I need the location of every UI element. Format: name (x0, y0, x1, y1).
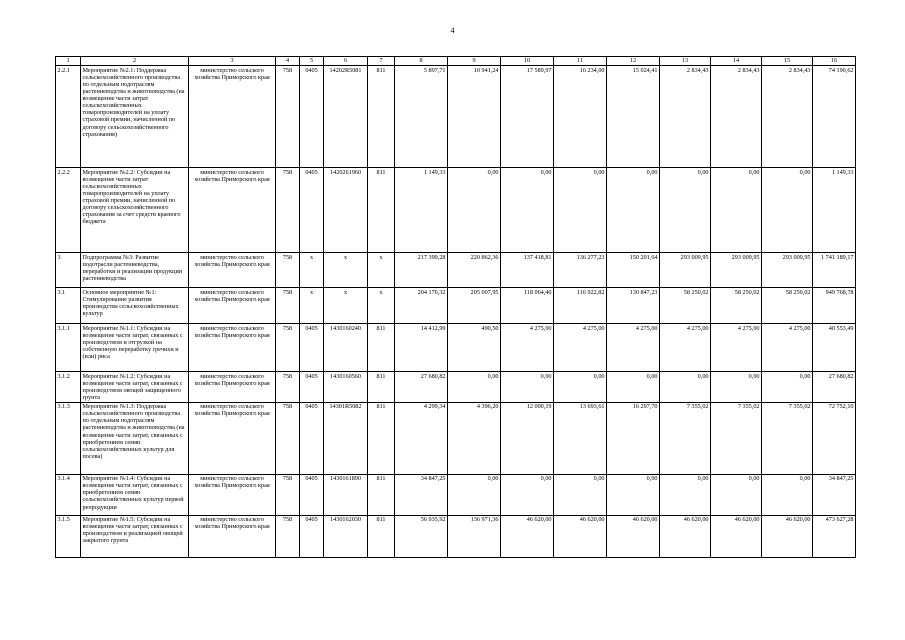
cell-grbs: 758 (276, 474, 300, 515)
cell-value: 56 935,92 (395, 515, 448, 557)
cell-value: 217 399,28 (395, 253, 448, 288)
col-header-6: 6 (324, 57, 368, 66)
budget-table (55, 56, 856, 558)
row-name: Мероприятие №2.2: Субсидии на возмещение части затрат сельскохозяйственных товаропроизводителей на уплату страховой премии, начисленной по договору сельскохозяйственного страхования за счет средств краевого бюджета (81, 168, 189, 253)
row-index: 3.1.4 (56, 474, 81, 515)
cell-total: 473 627,28 (813, 515, 856, 557)
cell-value: 13 693,61 (554, 402, 607, 474)
cell-section: x (300, 253, 324, 288)
cell-value: 0,00 (711, 372, 762, 403)
cell-target-article: 1430162030 (324, 515, 368, 557)
cell-value: 137 418,81 (501, 253, 554, 288)
col-header-1: 1 (56, 57, 81, 66)
row-executor: министерство сельского хозяйства Приморского края (189, 288, 276, 324)
table-row (56, 288, 856, 324)
cell-value: 0,00 (762, 168, 813, 253)
cell-value: 14 412,99 (395, 324, 448, 372)
cell-value: 0,00 (660, 474, 711, 515)
cell-value: 0,00 (501, 372, 554, 403)
cell-target-article: 14202R5081 (324, 66, 368, 168)
row-executor: министерство сельского хозяйства Приморского края (189, 324, 276, 372)
table-row (56, 372, 856, 403)
cell-grbs: 758 (276, 168, 300, 253)
cell-value: 46 620,00 (607, 515, 660, 557)
row-index: 3.1.5 (56, 515, 81, 557)
row-name: Мероприятие №1.2: Субсидии на возмещение части затрат, связанных с производством овощей защищенного грунта (81, 372, 189, 403)
row-index: 2.2.1 (56, 66, 81, 168)
cell-grbs: 758 (276, 324, 300, 372)
row-index: 3.1.1 (56, 324, 81, 372)
table-row (56, 515, 856, 557)
cell-value: 2 834,43 (660, 66, 711, 168)
cell-value: 4 275,00 (660, 324, 711, 372)
cell-value: 204 176,32 (395, 288, 448, 324)
cell-total: 40 553,49 (813, 324, 856, 372)
cell-value: 0,00 (448, 168, 501, 253)
cell-grbs: 758 (276, 515, 300, 557)
row-name: Мероприятие №1.4: Субсидии на возмещение части затрат, связанных с приобретением семян сельскохозяйственных культур первой репродукции (81, 474, 189, 515)
cell-value: 4 275,00 (711, 324, 762, 372)
cell-value: 12 000,19 (501, 402, 554, 474)
cell-value: 136 971,36 (448, 515, 501, 557)
cell-value: 0,00 (607, 372, 660, 403)
col-header-9: 9 (448, 57, 501, 66)
cell-section: 0405 (300, 474, 324, 515)
cell-value: 0,00 (660, 372, 711, 403)
cell-value: 0,00 (607, 474, 660, 515)
col-header-16: 16 (813, 57, 856, 66)
cell-section: 0405 (300, 168, 324, 253)
table-row (56, 253, 856, 288)
cell-section: 0405 (300, 515, 324, 557)
row-name: Мероприятие №1.5: Субсидии на возмещение части затрат, связанных с производством и реализацией овощей закрытого грунта (81, 515, 189, 557)
cell-value: 4 275,00 (607, 324, 660, 372)
cell-value: 0,00 (501, 474, 554, 515)
row-executor: министерство сельского хозяйства Приморского края (189, 253, 276, 288)
cell-value: 0,00 (762, 474, 813, 515)
cell-expense-type: 811 (368, 66, 395, 168)
cell-value: 16 234,00 (554, 66, 607, 168)
cell-value: 0,00 (448, 372, 501, 403)
cell-total: 27 680,82 (813, 372, 856, 403)
row-index: 2.2.2 (56, 168, 81, 253)
col-header-11: 11 (554, 57, 607, 66)
cell-total: 1 149,33 (813, 168, 856, 253)
row-name: Мероприятие №1.1: Субсидии на возмещение части затрат, связанных с производством и отгрузкой на собственную переработку гречихи и (или) риса (81, 324, 189, 372)
row-executor: министерство сельского хозяйства Приморского края (189, 402, 276, 474)
column-number-row (56, 57, 856, 66)
cell-expense-type: x (368, 288, 395, 324)
cell-target-article: 1420261960 (324, 168, 368, 253)
cell-value: 1 149,33 (395, 168, 448, 253)
cell-total: 1 741 189,17 (813, 253, 856, 288)
cell-value: 0,00 (711, 474, 762, 515)
cell-value: 46 620,00 (501, 515, 554, 557)
cell-section: 0405 (300, 324, 324, 372)
cell-value: 293 009,95 (660, 253, 711, 288)
cell-section: x (300, 288, 324, 324)
cell-expense-type: 811 (368, 515, 395, 557)
cell-value: 490,50 (448, 324, 501, 372)
col-header-14: 14 (711, 57, 762, 66)
cell-value: 34 847,25 (395, 474, 448, 515)
col-header-3: 3 (189, 57, 276, 66)
cell-target-article: x (324, 253, 368, 288)
cell-value: 0,00 (501, 168, 554, 253)
table-row (56, 66, 856, 168)
cell-value: 116 922,82 (554, 288, 607, 324)
cell-value: 136 277,23 (554, 253, 607, 288)
cell-target-article: x (324, 288, 368, 324)
cell-target-article: 1430161890 (324, 474, 368, 515)
cell-value: 7 355,02 (660, 402, 711, 474)
cell-value: 220 862,36 (448, 253, 501, 288)
cell-target-article: 1430160560 (324, 372, 368, 403)
cell-grbs: 758 (276, 288, 300, 324)
cell-section: 0405 (300, 372, 324, 403)
col-header-8: 8 (395, 57, 448, 66)
cell-value: 0,00 (554, 168, 607, 253)
cell-value: 118 064,40 (501, 288, 554, 324)
cell-expense-type: 811 (368, 474, 395, 515)
col-header-12: 12 (607, 57, 660, 66)
cell-value: 150 201,64 (607, 253, 660, 288)
row-executor: министерство сельского хозяйства Приморского края (189, 515, 276, 557)
cell-target-article: 1430160240 (324, 324, 368, 372)
cell-total: 949 768,78 (813, 288, 856, 324)
cell-value: 58 250,02 (711, 288, 762, 324)
cell-value: 46 620,00 (660, 515, 711, 557)
cell-value: 5 897,71 (395, 66, 448, 168)
row-executor: министерство сельского хозяйства Приморского края (189, 66, 276, 168)
col-header-15: 15 (762, 57, 813, 66)
cell-value: 58 250,02 (762, 288, 813, 324)
cell-value: 15 024,41 (607, 66, 660, 168)
cell-expense-type: x (368, 253, 395, 288)
cell-value: 0,00 (607, 168, 660, 253)
cell-value: 0,00 (762, 372, 813, 403)
cell-value: 58 250,02 (660, 288, 711, 324)
cell-value: 130 847,23 (607, 288, 660, 324)
cell-value: 7 355,02 (711, 402, 762, 474)
cell-grbs: 758 (276, 402, 300, 474)
col-header-7: 7 (368, 57, 395, 66)
cell-value: 27 680,82 (395, 372, 448, 403)
row-index: 3 (56, 253, 81, 288)
cell-value: 4 275,00 (554, 324, 607, 372)
cell-grbs: 758 (276, 66, 300, 168)
row-name: Мероприятие №1.3: Поддержка сельскохозяйственного производства по отдельным подотраслям растениеводства и животноводства (на возмещение части затрат, связанных с приобретением семян сельскохозяйственных культур для посева) (81, 402, 189, 474)
cell-value: 0,00 (554, 372, 607, 403)
row-name: Мероприятие №2.1: Поддержка сельскохозяйственного производства по отдельным подотраслям растениеводства и животноводства (на возмещение части затрат сельскохозяйственных товаропроизводителей на уплату страховой премии, начисленной по договору сельскохозяйственного страхования) (81, 66, 189, 168)
cell-value: 4 275,00 (762, 324, 813, 372)
row-index: 3.1.2 (56, 372, 81, 403)
col-header-10: 10 (501, 57, 554, 66)
col-header-13: 13 (660, 57, 711, 66)
col-header-4: 4 (276, 57, 300, 66)
cell-total: 74 190,62 (813, 66, 856, 168)
row-index: 3.1.3 (56, 402, 81, 474)
cell-grbs: 758 (276, 253, 300, 288)
cell-value: 7 355,02 (762, 402, 813, 474)
col-header-5: 5 (300, 57, 324, 66)
cell-value: 0,00 (711, 168, 762, 253)
cell-section: 0405 (300, 66, 324, 168)
cell-value: 2 834,43 (711, 66, 762, 168)
table-row (56, 324, 856, 372)
cell-expense-type: 811 (368, 168, 395, 253)
cell-value: 293 009,95 (711, 253, 762, 288)
cell-value: 10 941,24 (448, 66, 501, 168)
cell-value: 46 620,00 (554, 515, 607, 557)
col-header-2: 2 (81, 57, 189, 66)
cell-value: 4 396,20 (448, 402, 501, 474)
page-number: 4 (450, 26, 455, 35)
cell-value: 46 620,00 (762, 515, 813, 557)
cell-value: 17 589,97 (501, 66, 554, 168)
row-executor: министерство сельского хозяйства Приморского края (189, 168, 276, 253)
cell-value: 205 007,95 (448, 288, 501, 324)
table-row (56, 402, 856, 474)
row-name: Основное мероприятие №1: Стимулирование развития производства сельскохозяйственных культур (81, 288, 189, 324)
row-name: Подпрограмма №3: Развитие подотрасли растениеводства, переработки и реализации продукции растениеводства (81, 253, 189, 288)
cell-value: 293 009,95 (762, 253, 813, 288)
cell-total: 72 752,10 (813, 402, 856, 474)
cell-value: 0,00 (554, 474, 607, 515)
cell-value: 46 620,00 (711, 515, 762, 557)
cell-value: 16 297,70 (607, 402, 660, 474)
row-index: 3.1 (56, 288, 81, 324)
cell-expense-type: 811 (368, 372, 395, 403)
table-row (56, 474, 856, 515)
cell-value: 0,00 (660, 168, 711, 253)
cell-grbs: 758 (276, 372, 300, 403)
cell-value: 4 275,00 (501, 324, 554, 372)
cell-value: 2 834,43 (762, 66, 813, 168)
row-executor: министерство сельского хозяйства Приморского края (189, 474, 276, 515)
cell-value: 4 299,34 (395, 402, 448, 474)
table-row (56, 168, 856, 253)
cell-expense-type: 811 (368, 402, 395, 474)
row-executor: министерство сельского хозяйства Приморского края (189, 372, 276, 403)
cell-total: 34 847,25 (813, 474, 856, 515)
cell-value: 0,00 (448, 474, 501, 515)
cell-expense-type: 811 (368, 324, 395, 372)
cell-section: 0405 (300, 402, 324, 474)
cell-target-article: 14301R5082 (324, 402, 368, 474)
